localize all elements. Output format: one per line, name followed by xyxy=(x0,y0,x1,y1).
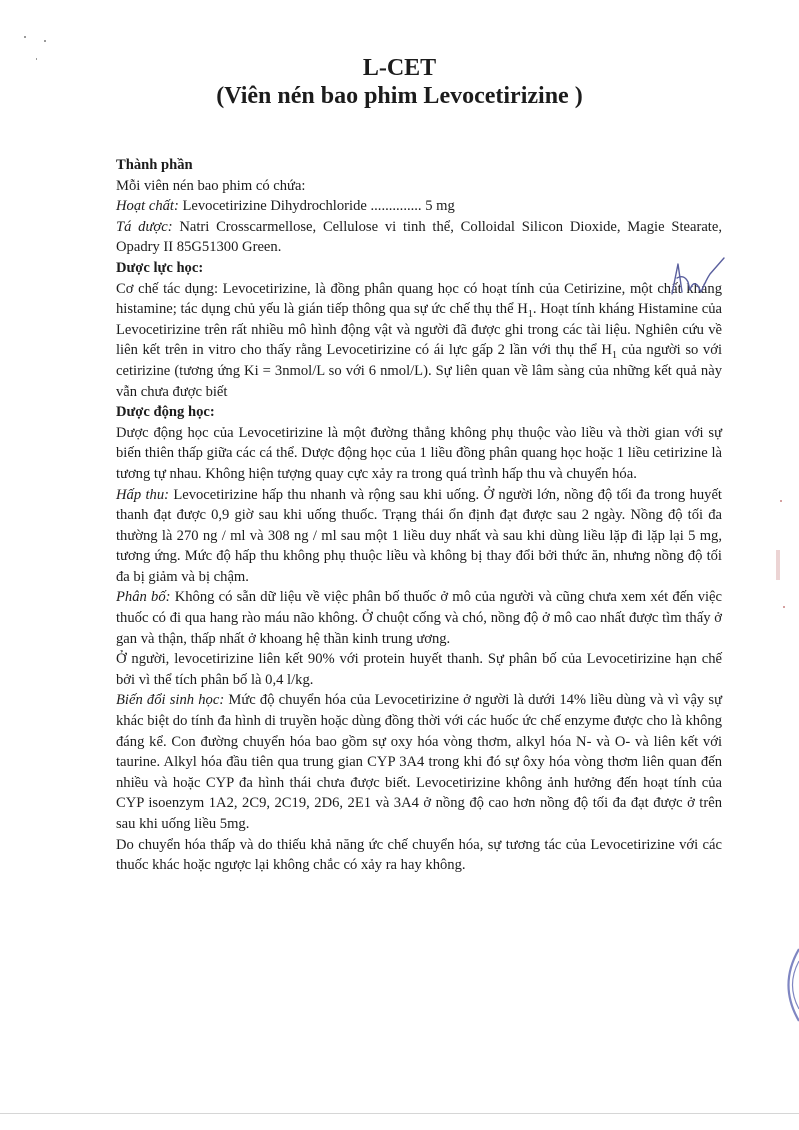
distribution-paragraph-2: Ở người, levocetirizine liên kết 90% với protein huyết thanh. Sự phân bố của Levocetirizine hạn chế bởi vì thể tích phân bố là 0,4 l/kg. xyxy=(116,651,722,688)
active-label: Hoạt chất: xyxy=(116,198,179,215)
section-heading-composition: Thành phần xyxy=(116,157,193,173)
interaction-paragraph: Do chuyển hóa thấp và do thiếu khả năng ức chế chuyển hóa, sự tương tác của Levocetirizine với các thuốc khác hoặc ngược lại không chắc có xảy ra hay không. xyxy=(116,836,722,874)
subscript: 1 xyxy=(611,350,617,362)
absorption-paragraph xyxy=(116,485,722,588)
scan-smudge xyxy=(776,550,780,580)
document-body xyxy=(116,155,722,876)
scan-speck xyxy=(24,36,26,38)
absorption-text: Levocetirizine hấp thu nhanh và rộng sau khi uống. Ở người lớn, nồng độ tối đa trong huyết thanh đạt được 0,9 giờ sau khi uống thuốc. Trạng thái ổn định đạt được sau 2 ngày. Nồng độ tối đa thường là 270 ng / ml và 308 ng / ml sau một 1 liều duy nhất và sau khi dùng liều lặp đi lặp lại 5 mg, tương ứng. Mức độ hấp thu không phụ thuộc liều và không bị thay đổi bởi thức ăn, nhưng nồng độ tối đa bị giảm và bị chậm. xyxy=(116,486,722,585)
composition-intro: Mỗi viên nén bao phim có chứa: xyxy=(116,177,306,194)
biotransformation-label: Biến đổi sinh học: xyxy=(116,692,225,709)
distribution-paragraph xyxy=(116,587,722,649)
biotransformation-text: Mức độ chuyển hóa của Levocetirizine ở người là dưới 14% liều dùng và vì vậy sự khác biệt do tính đa hình di truyền hoặc dùng đồng thời với các huốc ức chế enzyme được cho là không đáng kể. Con đường chuyển hóa bao gồm sự oxy hóa vòng thơm, alkyl hóa N- và O- và liên kết với taurine. Alkyl hóa đầu tiên qua trung gian CYP 3A4 trong khi đó sự ôxy hóa vòng thơm liên quan đến nhiều và hoặc CYP đa hình thái chưa được biết. Levocetirizine không ảnh hưởng đến hoạt tính của CYP isoenzym 1A2, 2C9, 2C19, 2D6, 2E1 và 3A4 ở nồng độ cao hơn nồng độ tối đa đạt được ở trên sau khi uống liều 5mg. xyxy=(116,692,722,832)
pharmacodynamics-text: . Hoạt tính kháng Histamine của Levocetirizine trên rất nhiều mô hình động vật và người đã được ghi trong các tài liệu. Nghiên cứu về liên kết trên in vitro cho thấy rằng Levocetirizine có ái lực gấp 2 lần với thụ thể H xyxy=(116,301,722,359)
stamp-edge xyxy=(776,945,799,1025)
active-text: Levocetirizine Dihydrochloride .............. 5 mg xyxy=(178,198,455,215)
scan-speck xyxy=(780,500,782,502)
pharmacodynamics-text: Cơ chế tác dụng: Levocetirizine, là đồng phân quang học có hoạt tính của Cetirizine, một chất kháng histamine; tác dụng chủ yếu là gián tiếp thông qua sự ức chế thụ thể H xyxy=(116,280,722,318)
scan-speck xyxy=(783,606,785,608)
section-heading-pharmacokinetics: Dược động học: xyxy=(116,404,215,421)
composition-excipients xyxy=(116,217,722,258)
document-title: L-CET xyxy=(362,55,437,81)
distribution-label: Phân bố: xyxy=(116,589,171,606)
pharmacodynamics-paragraph xyxy=(116,279,722,403)
pharmacodynamics-text: của người so với cetirizine (tương ứng Ki = 3nmol/L so với 6 nmol/L). Sự liên quan về lâm sàng của những kết quả này vẫn chưa được biết xyxy=(116,342,722,400)
subscript: 1 xyxy=(527,309,533,321)
biotransformation-paragraph xyxy=(116,690,722,834)
excipient-text: Natri Crosscarmellose, Cellulose vi tinh thể, Colloidal Silicon Dioxide, Magie Stearate, Opadry II 85G51300 Green. xyxy=(116,218,722,256)
section-heading-pharmacodynamics: Dược lực học: xyxy=(116,259,204,276)
excipient-label: Tá dược: xyxy=(116,218,173,235)
distribution-text: Không có sẵn dữ liệu về việc phân bố thuốc ở mô của người và cũng chưa xem xét đến việc thuốc có đi qua hang rào máu não không. Ở chuột cống và chó, nồng độ ở mô cao nhất được tìm thấy ở gan và thận, thấp nhất ở khoang hệ thần kinh trung ương. xyxy=(116,589,722,647)
absorption-label: Hấp thu: xyxy=(116,486,169,503)
handwritten-signature xyxy=(666,256,726,302)
composition-active xyxy=(116,196,722,217)
pharmacokinetics-intro: Dược động học của Levocetirizine là một đường thẳng không phụ thuộc vào liều và thời gian với sự biến thiên thấp giữa các cá thể. Dược động học của 1 liều đồng phân quang học hoặc 1 liều cetirizine là tương tự nhau. Không hiện tượng quay cực xảy ra trong quá trình hấp thu và chuyển hóa. xyxy=(116,424,722,482)
document-subtitle: (Viên nén bao phim Levocetirizine ) xyxy=(216,83,583,109)
scan-speck xyxy=(44,40,46,42)
page-bottom-rule xyxy=(0,1113,799,1114)
